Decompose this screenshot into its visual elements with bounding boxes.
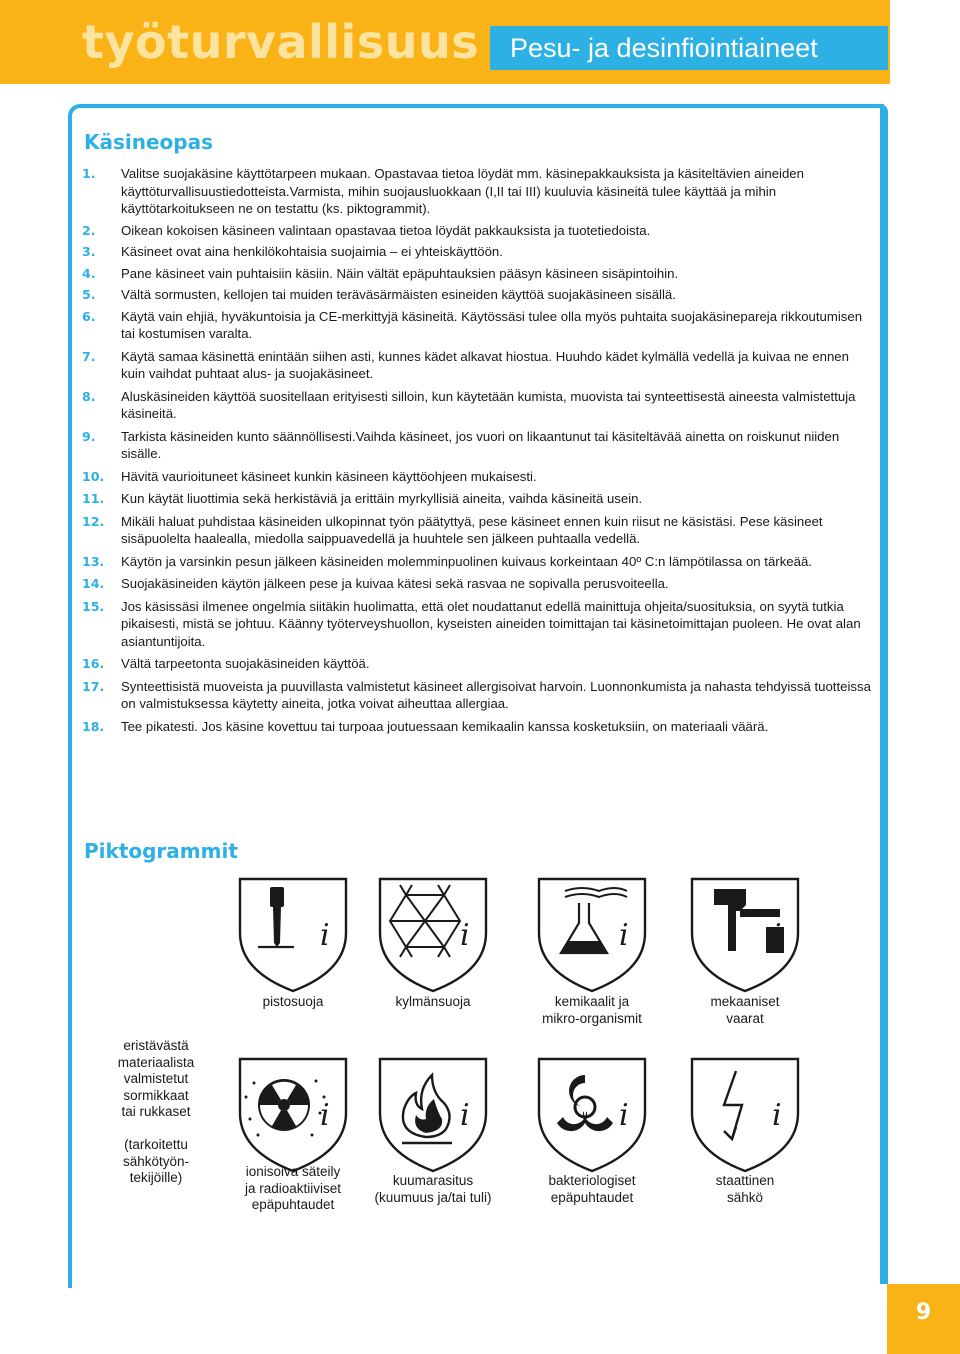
pictograms-title: Piktogrammit	[84, 839, 238, 863]
svg-text:i: i	[320, 918, 330, 953]
guide-title: Käsineopas	[84, 130, 214, 154]
list-item-number: 14.	[82, 576, 105, 591]
list-item	[82, 598, 872, 651]
list-item-number: 4.	[82, 265, 96, 281]
list-item-text: Mikäli haluat puhdistaa käsineiden ulkopinnat työn päätyttyä, pese käsineet ennen kuin riisut ne käsistäsi. Pese käsineet sisäpuolelta haalealla, miedolla saippuavedellä ja huuhtele sen jälkeen puhtaalla vedellä.	[121, 513, 823, 546]
list-item-text: Suojakäsineiden käytön jälkeen pese ja kuivaa kätesi sekä rasvaa ne sopivalla perusvoiteella.	[121, 576, 669, 591]
list-item-number: 1.	[82, 166, 96, 181]
biohazard-shield-icon	[527, 1053, 657, 1175]
list-item	[82, 308, 872, 343]
list-item-number: 13.	[82, 553, 105, 569]
list-item-text: Kun käytät liuottimia sekä herkistäviä ja erittäin myrkyllisiä aineita, vaihda käsineitä usein.	[121, 491, 643, 506]
list-item-number: 17.	[82, 678, 105, 694]
svg-text:i: i	[619, 918, 629, 953]
list-item-number: 2.	[82, 222, 96, 238]
list-item-text: Hävitä vaurioituneet käsineet kunkin käsineen käyttöohjeen mukaisesti.	[121, 468, 537, 484]
svg-text:i: i	[619, 1098, 629, 1133]
svg-text:i: i	[772, 918, 782, 953]
list-item-number: 15.	[82, 598, 105, 614]
list-item-number: 9.	[82, 428, 96, 444]
list-item	[82, 286, 872, 304]
list-item-text: Käsineet ovat aina henkilökohtaisia suojaimia – ei yhteiskäyttöön.	[121, 244, 503, 259]
insulating-gloves-note: eristävästä materiaalista valmistetut sormikkaat tai rukkaset (tarkoitettu sähkötyön- tekijöille)	[117, 1038, 195, 1185]
list-item-text: Aluskäsineiden käyttöä suositellaan erityisesti silloin, kun käytetään kumista, muovista tai synteettisestä aineesta valmistettuja käsineitä.	[121, 388, 856, 421]
list-item-number: 7.	[82, 348, 96, 364]
guide-list	[82, 165, 872, 740]
flame-shield-icon	[368, 1053, 498, 1175]
list-item-number: 12.	[82, 513, 105, 529]
list-item	[82, 513, 872, 548]
list-item	[82, 222, 872, 240]
list-item	[82, 678, 872, 713]
pictogram-label: kuumarasitus (kuumuus ja/tai tuli)	[374, 1173, 492, 1205]
list-item	[82, 265, 872, 283]
list-item-number: 18.	[82, 718, 105, 734]
page-number: 9	[915, 1300, 932, 1325]
pictogram-label: staattinen sähkö	[715, 1173, 775, 1205]
knife-shield-icon	[228, 873, 358, 995]
list-item-text: Käytä vain ehjiä, hyväkuntoisia ja CE-merkittyjä käsineitä. Käytössäsi tulee olla myös puhtaita suojakäsinepareja rikkoutumisen tai kostumisen varalta.	[121, 308, 863, 341]
list-item-number: 6.	[82, 308, 96, 324]
svg-text:i: i	[460, 918, 470, 953]
flask-shield-icon	[527, 873, 657, 995]
list-item-number: 16.	[82, 656, 105, 671]
list-item-number: 10.	[82, 468, 105, 484]
list-item-text: Käytön ja varsinkin pesun jälkeen käsineiden molemminpuolinen kuivaus korkeintaan 40º C:n lämpötilassa on tärkeää.	[121, 553, 812, 569]
list-item	[82, 243, 872, 261]
list-item-text: Synteettisistä muoveista ja puuvillasta valmistetut käsineet allergisoivat harvoin. Luonnonkumista ja nahasta tehdyissä tuotteissa on valmistuksessa käytetty aineita, jotka voivat aiheuttaa allergiaa.	[121, 678, 871, 711]
list-item-text: Pane käsineet vain puhtaisiin käsiin. Näin vältät epäpuhtauksien pääsyn käsineen sisäpintoihin.	[121, 265, 679, 281]
brand-title: työturvallisuus	[82, 15, 480, 69]
svg-text:i: i	[320, 1098, 330, 1133]
svg-text:i: i	[460, 1098, 470, 1133]
list-item	[82, 655, 872, 673]
list-item	[82, 718, 872, 736]
list-item	[82, 553, 872, 571]
list-item-text: Vältä tarpeetonta suojakäsineiden käyttöä.	[121, 656, 370, 671]
list-item-text: Valitse suojakäsine käyttötarpeen mukaan. Opastavaa tietoa löydät mm. käsinepakkauksista ja käsiteltävien aineiden käyttöturvallisuustiedotteista.Varmista, mihin suojausluokkaan (I,II tai III) kuuluvia käsineitä tulee käyttää ja mihin käyttötarkoitukseen ne on testattu (ks. piktogrammit).	[121, 166, 804, 216]
list-item-text: Oikean kokoisen käsineen valintaan opastavaa tietoa löydät pakkauksista ja tuotetiedoista.	[121, 222, 651, 238]
page-title: Pesu- ja desinfiointiaineet	[510, 33, 818, 63]
list-item-number: 8.	[82, 388, 96, 404]
pictogram-label: kemikaalit ja mikro-organismit	[542, 994, 642, 1026]
list-item-number: 3.	[82, 244, 96, 259]
list-item-text: Käytä samaa käsinettä enintään siihen asti, kunnes kädet alkavat hiostua. Huuhdo kädet kylmällä vedellä ja kuivaa ne ennen kuin vaihdat puhtaat alus- ja suojakäsineet.	[121, 348, 849, 381]
content-frame-edge	[880, 104, 888, 1284]
list-item	[82, 468, 872, 486]
list-item	[82, 348, 872, 383]
pictogram-label: bakteriologiset epäpuhtaudet	[548, 1173, 636, 1205]
snowflake-shield-icon	[368, 873, 498, 995]
pictogram-label: ionisoiva säteily ja radioaktiiviset epäpuhtaudet	[244, 1164, 342, 1212]
list-item	[82, 575, 872, 593]
pictogram-label: kylmänsuoja	[395, 994, 471, 1009]
list-item-text: Tarkista käsineiden kunto säännöllisesti.Vaihda käsineet, jos vuori on likaantunut tai käsiteltävää ainetta on roiskunut niiden sisälle.	[121, 428, 840, 461]
list-item-text: Vältä sormusten, kellojen tai muiden teräväsärmäisten esineiden käyttöä suojakäsineen sisällä.	[121, 287, 676, 302]
svg-text:i: i	[772, 1098, 782, 1133]
list-item-number: 11.	[82, 491, 105, 506]
radiation-shield-icon	[228, 1053, 358, 1175]
list-item	[82, 388, 872, 423]
static-shield-icon	[680, 1053, 810, 1175]
list-item-number: 5.	[82, 287, 96, 302]
list-item	[82, 165, 872, 218]
list-item	[82, 428, 872, 463]
pictogram-label: mekaaniset vaarat	[710, 994, 780, 1026]
list-item	[82, 490, 872, 508]
list-item-text: Jos käsissäsi ilmenee ongelmia siitäkin huolimatta, että olet noudattanut edellä mainittuja ohjeita/suosituksia, on syytä tutkia pikaisesti, mistä se johtuu. Käänny työterveyshuollon, kyseisten aineiden toimittajan tai käsinetoimittajan puoleen. He ovat alan asiantuntijoita.	[121, 598, 861, 649]
pictogram-label: pistosuoja	[262, 994, 324, 1009]
list-item-text: Tee pikatesti. Jos käsine kovettuu tai turpoaa joutuessaan kemikaalin kanssa kosketuksiin, on materiaali väärä.	[121, 718, 769, 734]
hammer-shield-icon	[680, 873, 810, 995]
